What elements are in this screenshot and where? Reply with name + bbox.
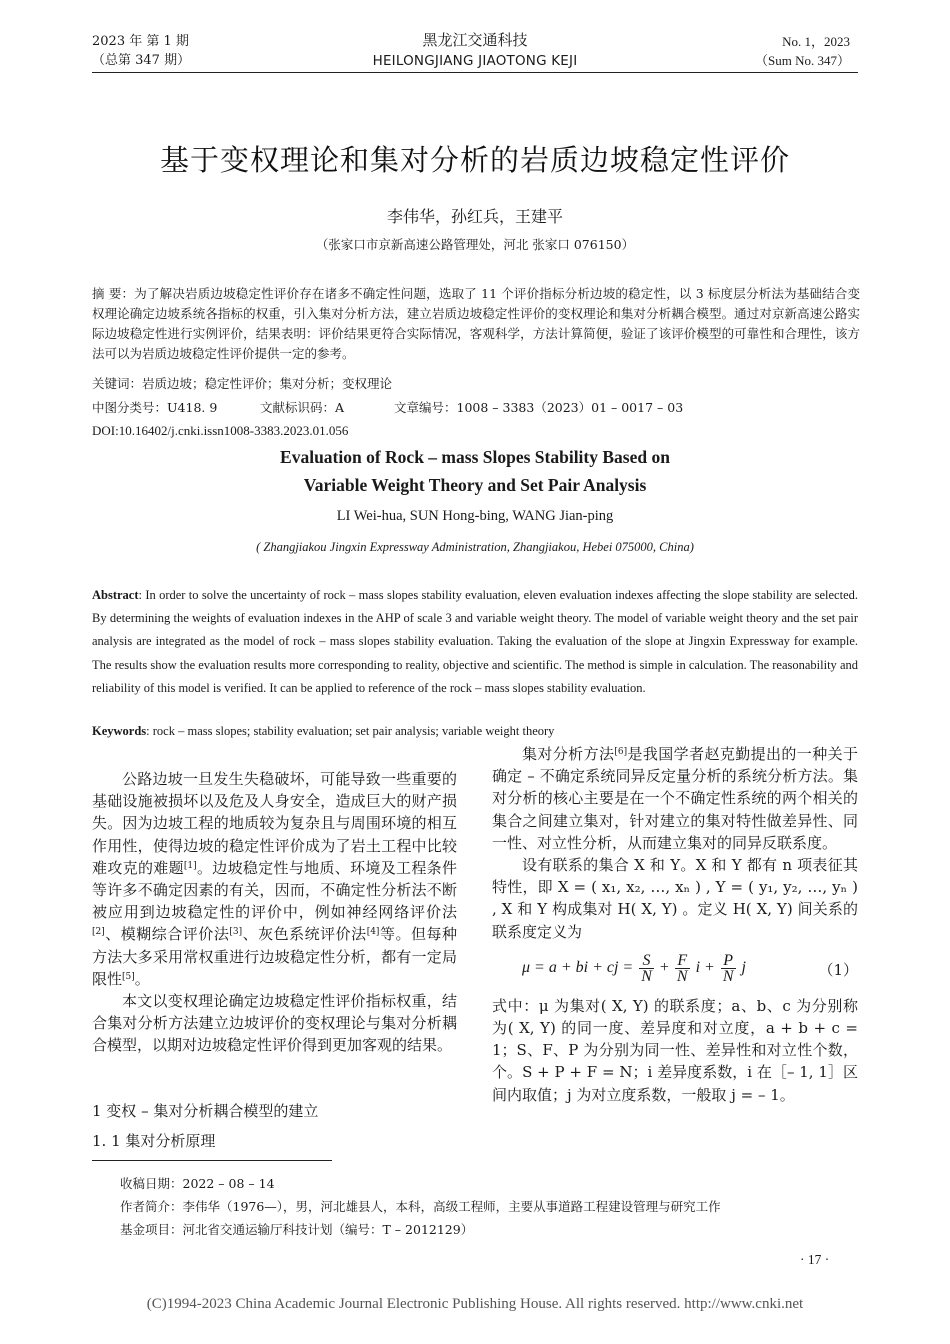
- journal-name-en: HEILONGJIANG JIAOTONG KEJI: [372, 53, 578, 69]
- fraction-numerator: P: [721, 953, 736, 969]
- footnote-fund: 基金项目：河北省交通运输厅科技计划（编号：T – 2012129）: [120, 1222, 474, 1237]
- fraction-denominator: N: [676, 967, 688, 985]
- fraction-denominator: N: [641, 967, 652, 985]
- header-divider: [92, 72, 858, 73]
- citation-ref[interactable]: [5]: [122, 971, 135, 982]
- section-heading-1: 1 变权 – 集对分析耦合模型的建立: [92, 1102, 319, 1120]
- doi[interactable]: DOI:10.16402/j.cnki.issn1008-3383.2023.01.056: [92, 423, 349, 438]
- fraction-p-over-n: [721, 953, 736, 984]
- english-authors: LI Wei-hua, SUN Hong-bing, WANG Jian-ping: [336, 508, 614, 524]
- body-paragraph: 式中：μ 为集对( X, Y) 的联系度；a、b、c 为分别称为( X, Y) 的同一度、差异度和对立度，a + b + c = 1；S、F、P 为分别为同一性、差异性和对立性个数，个。S + P + F = N；i 差异度系数，i 在［– 1, 1］区间内取值；j 为对立度系数，一般取 j = – 1。: [492, 996, 858, 1104]
- fraction-numerator: F: [675, 953, 690, 969]
- keywords-cn: 关键词：岩质边坡；稳定性评价；集对分析；变权理论: [92, 376, 393, 391]
- header-number: [755, 32, 850, 70]
- fraction-denominator: N: [722, 967, 734, 985]
- paper-title: 基于变权理论和集对分析的岩质边坡稳定性评价: [159, 143, 790, 177]
- citation-ref[interactable]: [4]: [366, 927, 380, 938]
- body-text: 。边坡稳定性与地质、环境及工程条件等许多不确定因素的有关，因而，不确定性分析法不断被应用到边坡稳定性的评价中，例如神经网络评价法: [92, 858, 457, 922]
- paper-authors: 李伟华，孙红兵，王建平: [386, 207, 563, 226]
- keywords-en: [92, 724, 554, 739]
- body-text: 公路边坡一旦发生失稳破坏，可能导致一些重要的基础设施被损坏以及危及人身安全，造成巨大的财产损失。因为边坡工程的地质较为复杂且与周围环境的相互作用性，使得边坡的稳定性评价成为了岩土工程中比较难攻克的难题: [92, 770, 457, 877]
- fraction-numerator: S: [639, 953, 654, 969]
- body-text: 是我国学者赵克勤提出的一种关于确定 – 不确定系统同异反定量分析的系统分析方法。集对分析的核心主要是在一个不确定性系统的两个相关的集合之间建立集对，针对建立的集对特性做差异性、同一性、对立性分析，从而建立集对的同异反联系度。: [492, 745, 858, 852]
- body-left-column: [92, 768, 457, 1057]
- abstract-en-text: : In order to solve the uncertainty of rock – mass slopes stability evaluation, eleven evaluation indexes affecting the slope stability are selected. By determining the weights of evaluation indexes in the AHP of scale 3 and variable weight theory. The model of variable weight theory and the set pair analysis are integrated as the model of rock – mass slopes stability evaluation. Taking the evaluation of the slope at Jingxin Expressway for example. The results show the evaluation results more corresponding to reality, objective and scientific. The method is simple in calculation. The reasonability and reliability of this model is verified. It can be applied to reference of the rock – mass slopes stability evaluation.: [92, 588, 858, 695]
- body-paragraph: [492, 743, 858, 854]
- body-paragraph: 本文以变权理论确定边坡稳定性评价指标权重，结合集对分析方法建立边坡评价的变权理论与集对分析耦合模型，以期对边坡稳定性评价得到更加客观的结果。: [92, 992, 457, 1055]
- clc-number: 中图分类号：U418. 9: [92, 400, 218, 415]
- body-text: 。: [134, 969, 150, 988]
- citation-ref[interactable]: [2]: [92, 927, 105, 938]
- body-text: 、模糊综合评价法: [104, 925, 230, 944]
- english-title-line1: Evaluation of Rock – mass Slopes Stability Based on: [280, 447, 670, 467]
- header-no: No. 1，2023: [782, 34, 850, 49]
- equation-term-i: i +: [695, 959, 715, 976]
- paper-affiliation: （张家口市京新高速公路管理处，河北 张家口 076150）: [315, 237, 635, 252]
- fraction-f-over-n: [675, 953, 690, 984]
- body-paragraph: 设有联系的集合 X 和 Y。X 和 Y 都有 n 项表征其特性，即 X = ( x₁, x₂, …, xₙ ) , Y = ( y₁, y₂, …, yₙ ) , X 和 Y 构成集对 H( X, Y) 。定义 H( X, Y) 间关系的联系度定义为: [492, 856, 858, 941]
- footnote-received: 收稿日期：2022 – 08 – 14: [120, 1176, 275, 1191]
- section-heading-1-1: 1. 1 集对分析原理: [92, 1132, 216, 1150]
- citation-ref[interactable]: [3]: [229, 927, 243, 938]
- body-text: 、灰色系统评价法: [242, 925, 367, 944]
- keywords-en-label: Keywords: [92, 724, 147, 738]
- copyright-line: (C)1994-2023 China Academic Journal Electronic Publishing House. All rights reserved. http://www.cnki.net: [146, 1296, 804, 1312]
- abstract-cn-text: 为了解决岩质边坡稳定性评价存在诸多不确定性问题，选取了 11 个评价指标分析边坡的稳定性，以 3 标度层分析法为基础结合变权理论确定边坡系统各指标的权重，引入集对分析方法，建立岩质边坡稳定性评价的变权理论和集对分析耦合模型。通过对京新高速公路实际边坡稳定性进行实例评价，结果表明：评价结果更符合实际情况，客观科学，方法计算简便，验证了该评价模型的可靠性和合理性，该方法可以为岩质边坡稳定性评价提供一定的参考。: [92, 286, 860, 361]
- article-number: 文章编号：1008 – 3383（2023）01 – 0017 – 03: [394, 400, 684, 415]
- equation-lhs: μ = a + bi + cj =: [522, 959, 634, 976]
- header-total-issue: （总第 347 期）: [92, 53, 191, 68]
- abstract-cn-label: 摘 要：: [92, 286, 135, 301]
- body-right-column: [492, 743, 858, 1106]
- english-affiliation: ( Zhangjiakou Jingxin Expressway Administration, Zhangjiakou, Hebei 075000, China): [256, 540, 694, 554]
- equation-body: [522, 953, 746, 984]
- body-text: 等。但每种方法大多采用常权重进行边坡稳定性分析，都有一定局限性: [92, 925, 457, 988]
- equation-plus: +: [659, 959, 669, 976]
- english-title-line2: Variable Weight Theory and Set Pair Analysis: [303, 475, 647, 495]
- equation-term-j: j: [741, 959, 746, 976]
- header-sum-no: （Sum No. 347）: [755, 53, 850, 68]
- page-number: · 17 ·: [800, 1252, 830, 1267]
- document-code: 文献标识码：A: [260, 400, 345, 415]
- abstract-en-label: Abstract: [92, 588, 139, 602]
- abstract-en: [92, 584, 858, 700]
- equation-1: [492, 947, 858, 993]
- header-year-issue: 2023 年 第 1 期: [92, 34, 189, 49]
- citation-ref[interactable]: [1]: [183, 860, 197, 871]
- footnote-divider: [92, 1160, 332, 1161]
- fraction-s-over-n: [639, 953, 654, 984]
- keywords-en-text: : rock – mass slopes; stability evaluation; set pair analysis; variable weight theory: [146, 724, 555, 738]
- abstract-cn: [92, 284, 860, 364]
- body-text: 集对分析方法: [522, 745, 615, 763]
- citation-ref[interactable]: [6]: [614, 747, 628, 757]
- equation-number: （1）: [818, 960, 858, 979]
- body-paragraph: [92, 768, 457, 990]
- journal-name-cn: 黑龙江交通科技: [422, 31, 528, 49]
- english-title: [0, 443, 950, 499]
- footnote-author-bio: 作者简介：李伟华（1976—），男，河北雄县人，本科，高级工程师，主要从事道路工程建设管理与研究工作: [120, 1199, 721, 1214]
